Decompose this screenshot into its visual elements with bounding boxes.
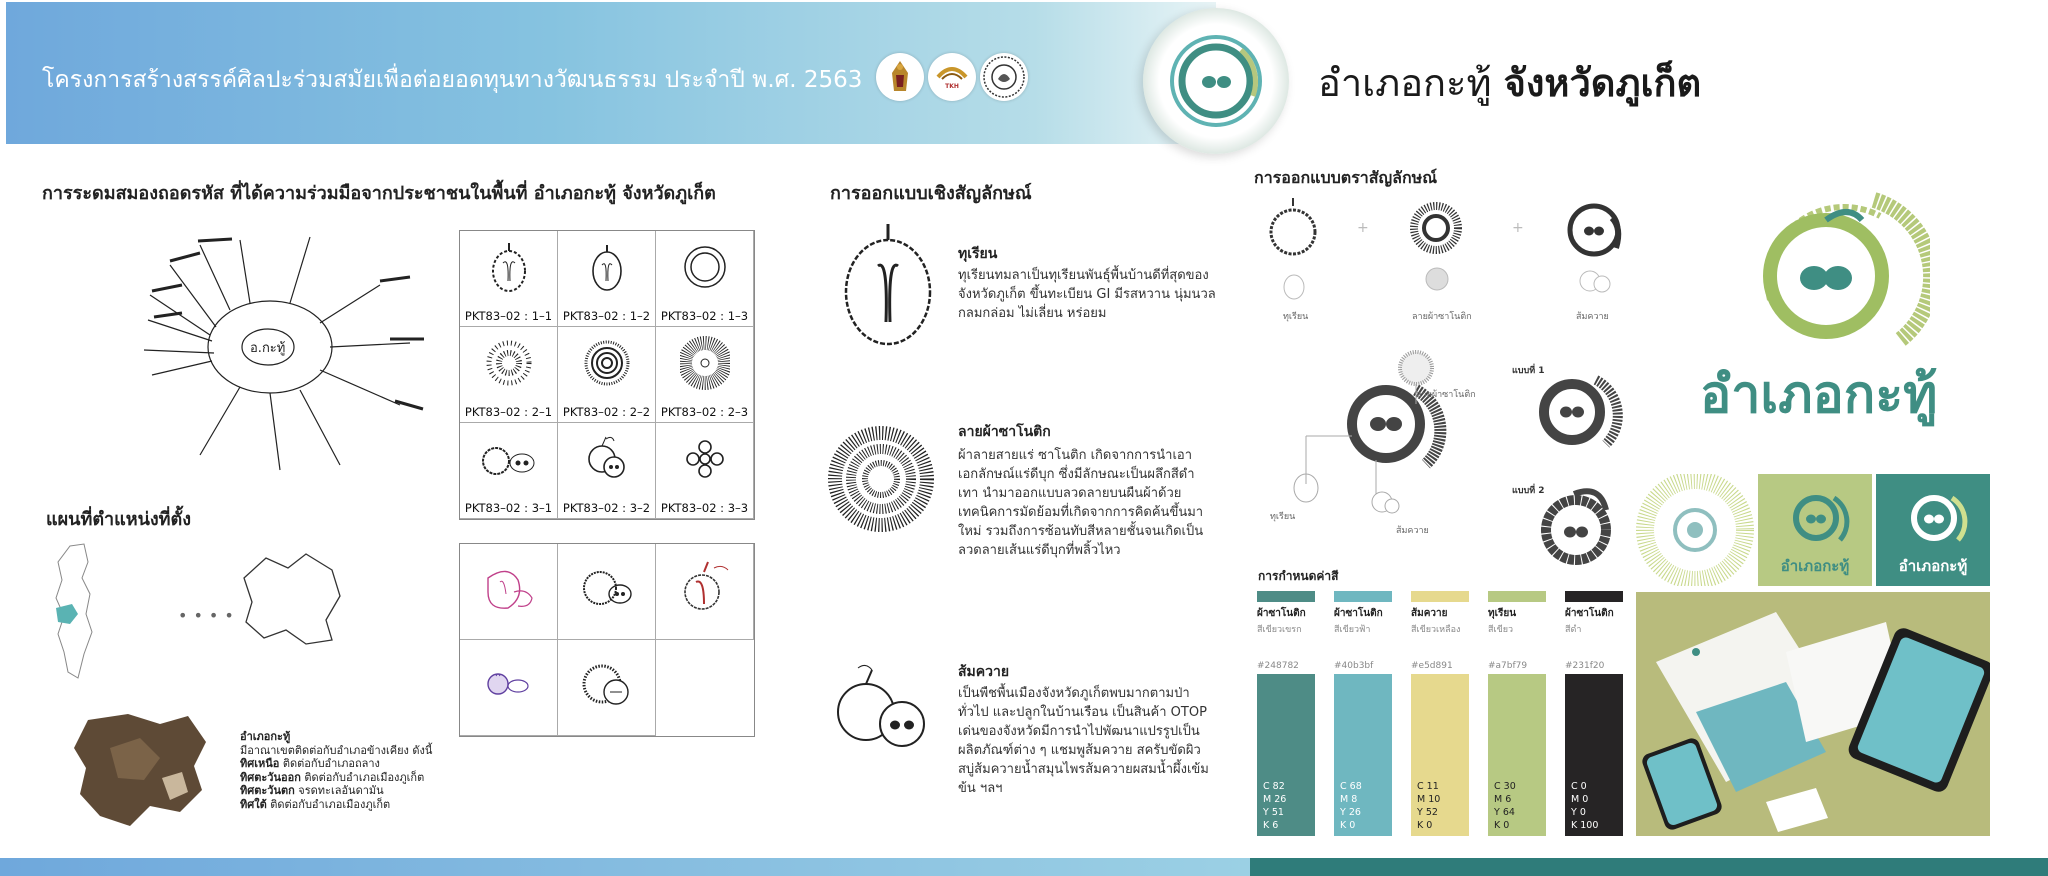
sketch-ink-durian: [558, 640, 656, 736]
variant1-label: แบบที่ 1: [1512, 366, 1545, 376]
district-prefix: อำเภอกะทู้: [1318, 61, 1492, 105]
sketch-pink-fruit: [460, 544, 558, 640]
concept-sanotic-title: ลายผ้าซาโนติก: [958, 424, 1051, 440]
logo-tile-green: [1758, 474, 1872, 586]
swatch-card-2: [1334, 674, 1392, 836]
swatch-sub: สีเขียวเขรก: [1257, 625, 1302, 635]
location-label: ทิศใต้: [240, 797, 267, 811]
sketch-code: PKT83–02 : 3–3: [660, 501, 749, 515]
diagram-caption-fruit: ส้มควาย: [1396, 526, 1429, 536]
swatch-sub: สีเขียวฟ้า: [1334, 625, 1371, 635]
location-line-5: ทิศใต้ ติดต่อกับอำเภอเมืองภูเก็ต: [240, 797, 391, 811]
pattern-tile: [1636, 474, 1754, 586]
location-line-1: มีอาณาเขตติดต่อกับอำเภอข้างเคียง ดังนี้: [240, 743, 433, 757]
sketch-cell-durian-1: [460, 231, 558, 327]
plus-sign: +: [1357, 220, 1369, 236]
swatch-bar-2: [1334, 591, 1392, 602]
satellite-map: [70, 708, 210, 837]
concept-sanotic-desc: ผ้าลายสายแร่ ซาโนติก เกิดจากการนำเอาเอกลักษณ์แร่ดีบุก ซึ่งมีลักษณะเป็นผลึกสีดำ เทา นำมาออกแบบลวดลายบนผืนผ้าด้วยเทคนิคการมัดย้อมที่เกิดจากการคิดค้นขึ้นมาใหม่ รวมถึงการซ้อนทับสีหลายชั้นจนเกิดเป็นลวดลายเส้นแร่ดีบุกที่พลิ้วไหว: [958, 448, 1204, 558]
swatch-hex: #248782: [1257, 661, 1299, 671]
province-name: จังหวัดภูเก็ต: [1503, 61, 1702, 105]
tile-wordmark: อำเภอกะทู้: [1780, 557, 1850, 575]
district-seal-icon: [980, 53, 1028, 101]
phuket-map: [50, 542, 120, 686]
swatch-card-4: [1488, 674, 1546, 836]
sketch-code: PKT83–02 : 2–1: [464, 405, 553, 419]
map-title: แผนที่ตำแหน่งที่ตั้ง: [46, 509, 192, 530]
swatch-bar-5: [1565, 591, 1623, 602]
swatch-name: ผ้าซาโนติก: [1334, 608, 1383, 619]
sketch-cell-fruit-1: [460, 423, 558, 519]
sketch-ink-fruit: [558, 544, 656, 640]
concept-somkwai-title: ส้มควาย: [958, 664, 1010, 680]
swatch-hex: #e5d891: [1411, 661, 1453, 671]
location-line-4: ทิศตะวันตก จรดทะเลอันดามัน: [240, 784, 384, 797]
location-line-2: ทิศเหนือ ติดต่อกับอำเภอถลาง: [240, 757, 380, 770]
cmyk-values: C 0 M 0 Y 0 K 100: [1571, 781, 1599, 831]
faded-pattern-icon: [1424, 266, 1450, 296]
district-heading: [1318, 52, 1701, 113]
logo-tile-teal: [1876, 474, 1990, 586]
tile-wordmark: อำเภอกะทู้: [1898, 557, 1968, 575]
sanotic-pattern-icon: [826, 424, 936, 538]
location-description: [240, 730, 432, 811]
sketch-code: PKT83–02 : 2–2: [562, 405, 651, 419]
swatch-sub: สีเขียวเหลือง: [1411, 625, 1461, 635]
sketch-code: PKT83–02 : 1–1: [464, 309, 553, 323]
swatch-hex: #40b3bf: [1334, 661, 1374, 671]
stationery-mockup: [1636, 592, 1990, 836]
sketch-purple-fruit: [460, 640, 558, 736]
logo-design-title: การออกแบบตราสัญลักษณ์: [1254, 168, 1438, 187]
swatch-hex: #a7bf79: [1488, 661, 1528, 671]
sketch-red-fruit: [656, 544, 754, 640]
sketch-cell-burst: [460, 327, 558, 423]
element-pattern-icon: [1410, 202, 1462, 258]
element-fruit-icon: [1560, 198, 1626, 262]
mindmap-sketch: [140, 235, 430, 479]
concept-title: การออกแบบเชิงสัญลักษณ์: [830, 183, 1032, 204]
element-caption-fruit: ส้มควาย: [1576, 312, 1609, 322]
cmyk-values: C 68 M 8 Y 26 K 0: [1340, 781, 1362, 831]
final-logo-mark: [1730, 180, 1930, 364]
sketch-cell-fruit-2: [558, 423, 656, 519]
location-label: อำเภอกะทู้: [240, 730, 291, 743]
cmyk-values: C 30 M 6 Y 64 K 0: [1494, 781, 1516, 831]
final-logo-wordmark: อำเภอกะทู้: [1700, 365, 1938, 425]
mindmap-center-label: อ.กะทู้: [250, 341, 286, 356]
logo-construction-diagram: [1266, 344, 1506, 548]
swatch-sub: สีดำ: [1565, 625, 1582, 635]
footer-band-left: [0, 858, 1250, 876]
tkh-emblem-icon: [928, 53, 976, 101]
diagram-caption-durian: ทุเรียน: [1270, 512, 1296, 522]
diagram-caption-pattern: ลายผ้าซาโนติก: [1416, 390, 1476, 400]
sketch-cell-flower: [656, 423, 754, 519]
logo-variant-2: [1530, 480, 1626, 574]
swatch-name: ผ้าซาโนติก: [1257, 608, 1306, 619]
swatch-card-5: [1565, 674, 1623, 836]
sketch-code: PKT83–02 : 2–3: [660, 405, 749, 419]
sketch-code: PKT83–02 : 1–2: [562, 309, 651, 323]
swatch-bar-3: [1411, 591, 1469, 602]
footer-band-right: [1250, 858, 2048, 876]
faded-durian-icon: [1282, 270, 1306, 304]
palette-title: การกำหนดค่าสี: [1258, 569, 1339, 583]
cmyk-values: C 11 M 10 Y 52 K 0: [1417, 781, 1441, 831]
element-durian-icon: [1268, 196, 1318, 264]
location-label: ทิศตะวันตก: [240, 784, 295, 797]
logo-variant-1: [1526, 362, 1626, 462]
royal-emblem-icon: [876, 53, 924, 101]
sketch-grid: [459, 230, 755, 520]
swatch-bar-1: [1257, 591, 1315, 602]
swatch-name: ทุเรียน: [1488, 608, 1517, 619]
sketch-cell-target: [558, 327, 656, 423]
faded-fruit-icon: [1578, 268, 1612, 298]
variant2-label: แบบที่ 2: [1512, 486, 1545, 496]
sketch-cell-durian-2: [558, 231, 656, 327]
location-line-3: ทิศตะวันออก ติดต่อกับอำเภอเมืองภูเก็ต: [240, 770, 425, 784]
hand-sketch-grid: [459, 543, 755, 737]
swatch-card-3: [1411, 674, 1469, 836]
swatch-card-1: [1257, 674, 1315, 836]
swatch-bar-4: [1488, 591, 1546, 602]
location-line-0: [240, 730, 432, 744]
element-caption-pattern: ลายผ้าซาโนติก: [1412, 312, 1472, 322]
som-kwai-fruit-icon: [828, 662, 932, 756]
location-label: ทิศตะวันออก: [240, 770, 301, 784]
tkh-label: TKH: [945, 83, 959, 90]
sketch-code: PKT83–02 : 3–1: [464, 501, 553, 515]
district-outline-map: [236, 548, 346, 652]
concept-somkwai-desc: เป็นพืชพื้นเมืองจังหวัดภูเก็ตพบมากตามป่าทั่วไป และปลูกในบ้านเรือน เป็นสินค้า OTOP เด่นของจังหวัดมีการนำไปพัฒนาแปรรูปเป็นผลิตภัณฑ์ต่าง ๆ แชมพูส้มควาย สครับขัดผิว สบู่ส้มควายน้ำสมุนไพรส้มควายผสมน้ำผึ้งเข้มข้น ฯลฯ: [958, 686, 1209, 796]
cmyk-values: C 82 M 26 Y 51 K 6: [1263, 781, 1287, 831]
sketch-cell-ring: [656, 231, 754, 327]
swatch-name: ส้มควาย: [1411, 608, 1448, 619]
durian-icon: [838, 222, 938, 352]
swatch-hex: #231f20: [1565, 661, 1605, 671]
sketch-code: PKT83–02 : 3–2: [562, 501, 651, 515]
swatch-name: ผ้าซาโนติก: [1565, 608, 1614, 619]
plus-sign: +: [1512, 220, 1524, 236]
sketch-code: PKT83–02 : 1–3: [660, 309, 749, 323]
brainstorm-title: การระดมสมองถอดรหัส ที่ได้ความร่วมมือจากประชาชนในพื้นที่ อำเภอกะทู้ จังหวัดภูเก็ต: [42, 183, 716, 204]
map-dots: ••••: [178, 606, 240, 625]
swatch-sub: สีเขียว: [1488, 625, 1514, 635]
district-logo-badge: [1143, 8, 1289, 154]
project-title: โครงการสร้างสรรค์ศิลปะร่วมสมัยเพื่อต่อยอดทุนทางวัฒนธรรม ประจำปี พ.ศ. 2563: [42, 67, 863, 93]
concept-durian-desc: ทุเรียนทมลาเป็นทุเรียนพันธุ์พื้นบ้านดีที่สุดของจังหวัดภูเก็ต ขึ้นทะเบียน GI มีรสหวาน นุ่มนวล กลมกล่อม ไม่เลี่ยน หร่อยม: [958, 268, 1216, 321]
element-caption-durian: ทุเรียน: [1283, 312, 1309, 322]
location-label: ทิศเหนือ: [240, 757, 280, 770]
sketch-cell-radial: [656, 327, 754, 423]
concept-durian-title: ทุเรียน: [958, 246, 998, 262]
